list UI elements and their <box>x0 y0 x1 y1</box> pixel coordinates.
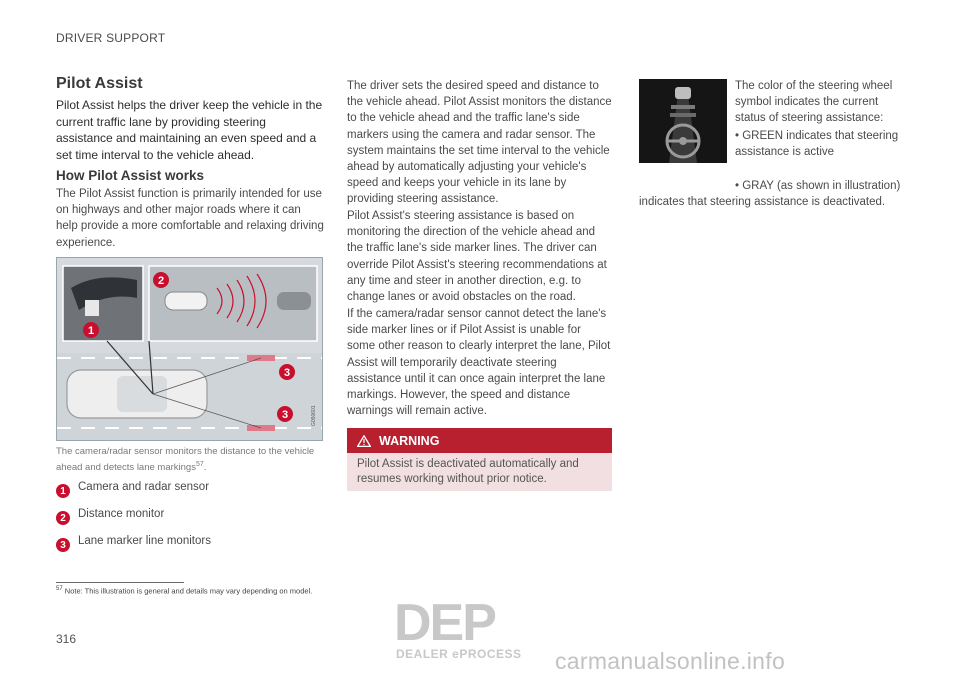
warning-text: Pilot Assist is deactivated automatically and resumes working without prior notice. <box>347 453 612 491</box>
legend-number: 2 <box>56 511 70 525</box>
page-number: 316 <box>56 632 77 646</box>
legend-number: 3 <box>56 538 70 552</box>
callout-1: 1 <box>87 325 95 337</box>
page-title: Pilot Assist <box>56 75 143 92</box>
illustration-code: G050601 <box>311 405 317 426</box>
bullet-green: • GREEN indicates that steering assistance is active <box>735 130 899 159</box>
callout-3a: 3 <box>283 367 291 379</box>
footnote-ref: 57 <box>195 461 204 468</box>
body-paragraph-5: The color of the steering wheel symbol indicates the current status of steering assistance: <box>735 80 893 125</box>
legend-label: Camera and radar sensor <box>78 481 210 493</box>
callout-3b: 3 <box>281 409 289 421</box>
steering-wheel-display-image <box>639 79 727 163</box>
bullet-gray: • GRAY (as shown in illustration) indicates that steering assistance is deactivated. <box>639 180 901 209</box>
body-paragraph-2: The driver sets the desired speed and distance to the vehicle ahead. Pilot Assist monitors the distance to the vehicle ahead and the traffic lane's side markers using the camera and radar sensor. The system maintains the set time interval to the vehicle ahead by automatically adjusting your vehicle's speed and keeps your vehicle in its lane by providing steering assistance. <box>347 80 612 206</box>
legend-number: 1 <box>56 484 70 498</box>
footnote-divider <box>56 582 184 583</box>
pilot-assist-illustration <box>56 257 323 441</box>
pilot-assist-diagram <box>57 258 322 440</box>
warning-header <box>347 428 612 453</box>
section-subtitle: How Pilot Assist works <box>56 168 205 183</box>
figure-caption: The camera/radar sensor monitors the distance to the vehicle ahead and detects lane markings$^{57}$. <box>56 446 315 474</box>
legend-label: Distance monitor <box>78 508 165 520</box>
watermark-site: carmanualsonline.info <box>555 648 786 674</box>
legend-label: Lane marker line monitors <box>78 535 211 547</box>
body-paragraph-3: Pilot Assist's steering assistance is based on monitoring the direction of the vehicle ahead and the traffic lane's side marker lines. The driver can override Pilot Assist's steering recommendations at any time and steer in another direction, e.g. to change lanes or avoid obstacles on the road. <box>347 210 607 304</box>
body-paragraph-1: The Pilot Assist function is primarily intended for use on highways and other major roads where it can help provide a more comfortable and relaxing driving experience. <box>56 188 324 249</box>
svg-text:DEP: DEP <box>394 594 495 652</box>
dealer-eprocess-logo <box>390 592 580 662</box>
warning-icon <box>357 435 371 447</box>
section-header: DRIVER SUPPORT <box>56 31 166 45</box>
footnote: $^{57}$ Note: This illustration is general and details may vary depending on model. <box>56 586 313 596</box>
legend-item <box>56 476 209 498</box>
legend-item <box>56 503 164 525</box>
body-paragraph-4: If the camera/radar sensor cannot detect the lane's side marker lines or if Pilot Assist is unable for some other reason to clearly interpret the lane, Pilot Assist will temporarily deactivate steering assistance until it can once again interpret the lane markings. However, the speed and distance warnings will remain active. <box>347 308 611 418</box>
svg-text:DEALER ePROCESS: DEALER ePROCESS <box>396 647 522 661</box>
warning-title: WARNING <box>379 433 440 448</box>
intro-paragraph: Pilot Assist helps the driver keep the vehicle in the current traffic lane by providing steering assistance and maintaining an even speed and a set time interval to the vehicle ahead. <box>56 98 323 162</box>
callout-2: 2 <box>157 275 165 287</box>
legend-item <box>56 530 211 552</box>
